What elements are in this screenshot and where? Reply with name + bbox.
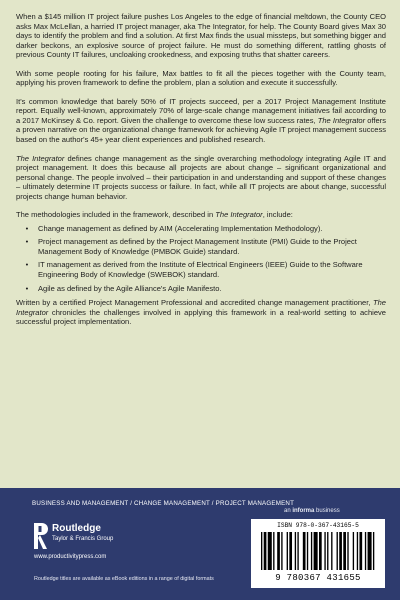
- barcode-bar: [368, 532, 372, 570]
- barcode-bar: [324, 532, 325, 570]
- methodology-list: [16, 224, 386, 293]
- list-item: [16, 224, 386, 234]
- informa-suffix: business: [314, 508, 340, 514]
- bullet-icon: •: [25, 223, 29, 233]
- bullet-icon: •: [25, 283, 29, 293]
- publisher-footer: [0, 488, 400, 600]
- isbn-barcode: [251, 519, 385, 588]
- barcode-bar: [273, 532, 274, 570]
- routledge-logo-icon: [34, 523, 48, 549]
- author-text-end: chronicles the challenges involved in applying this framework in a real-world setting to achieve successful project implementation.: [16, 307, 386, 327]
- barcode-bar: [297, 532, 298, 570]
- barcode-bar: [295, 532, 296, 570]
- barcode-bar: [327, 532, 328, 570]
- author-text: Written by a certified Project Management Professional and accredited change management practitioner,: [16, 298, 371, 308]
- barcode-bar: [303, 532, 306, 570]
- synopsis-paragraph-1: When a $145 million IT project failure pushes Los Angeles to the edge of financial meltdown, the County CEO asks Max McLellan, a harried IT project manager, aka The Integrator, for help. The County Board gives Max 30 days to identify the problem and find a solution. At first Max finds the usual missteps, but something bigger and darker beckons, an explosive source of project failure. He must do something different, rattling ghosts of previous County IT failures, uncloaking crookedness, and exposing truths that shatter careers.: [16, 12, 386, 60]
- context-paragraph: [16, 97, 386, 145]
- barcode-bar: [289, 532, 292, 570]
- informa-prefix: an: [284, 508, 293, 514]
- definition-paragraph: [16, 154, 386, 202]
- barcode-bar: [287, 532, 288, 570]
- barcode-bar: [347, 532, 348, 570]
- informa-business-tag: [284, 508, 340, 514]
- barcode-bar: [343, 532, 346, 570]
- barcode-bar: [339, 532, 342, 570]
- barcode-bar: [261, 532, 262, 570]
- subject-categories: BUSINESS AND MANAGEMENT / CHANGE MANAGEMENT / PROJECT MANAGEMENT: [32, 500, 295, 507]
- barcode-bar: [307, 532, 308, 570]
- barcode-bar: [337, 532, 338, 570]
- barcode-bar: [353, 532, 354, 570]
- bullet-icon: •: [25, 260, 29, 270]
- context-text: It's common knowledge that barely 50% of IT projects succeed, per a 2017 Project Management Institute report. Equally well-known, approximately 70% of large-scale change management initiatives fail according to a 2017 McKinsey & Co. report. Given the challenge to overcome these low success rates,: [16, 96, 386, 125]
- barcode-bar: [277, 532, 280, 570]
- publisher-name: Routledge: [52, 523, 101, 534]
- list-item-text: Agile as defined by the Agile Alliance's Agile Manifesto.: [38, 283, 222, 293]
- informa-brand: informa: [292, 508, 315, 514]
- book-title-italic: The Integrator: [16, 153, 65, 163]
- book-title-italic: The Integrator: [16, 298, 386, 317]
- publisher-imprint: Taylor & Francis Group: [52, 536, 114, 542]
- ebook-note: Routledge titles are available as eBook editions in a range of digital formats: [34, 576, 214, 582]
- barcode-bar: [268, 532, 272, 570]
- isbn-digits: 9 780367 431655: [275, 573, 361, 583]
- list-item: [16, 260, 386, 279]
- bullet-icon: •: [25, 237, 29, 247]
- barcode-bar: [331, 532, 332, 570]
- author-paragraph: [16, 298, 386, 327]
- methodologies-intro: [16, 210, 386, 220]
- list-item: [16, 284, 386, 294]
- barcode-bar: [373, 532, 374, 570]
- back-cover-text: [16, 12, 386, 336]
- methodologies-text: The methodologies included in the framework, described in: [16, 210, 214, 220]
- barcode-bar: [357, 532, 358, 570]
- book-title-italic: The Integrator: [317, 115, 366, 125]
- publisher-website: www.productivitypress.com: [34, 554, 107, 560]
- barcode-icon: [261, 532, 377, 570]
- definition-text: defines change management as the single overarching methodology integrating Agile IT and project management. It does this because all projects are about change – significant organizational and personal change. The people involved – their participation in and understanding and support of these changes – ultimately determine IT projects success or failure. In fact, while all IT projects are about change, successful projects change human behavior.: [16, 153, 387, 201]
- list-item-text: IT management as derived from the Institute of Electrical Engineers (IEEE) Guide to the Software Engineering Body of Knowledge (SWEBOK) standard.: [38, 260, 363, 280]
- barcode-bar: [311, 532, 312, 570]
- methodologies-text-end: , include:: [262, 210, 293, 220]
- book-title-italic: The Integrator: [215, 210, 263, 220]
- isbn-label: ISBN 978-0-367-43165-5: [277, 522, 359, 529]
- barcode-bar: [264, 532, 267, 570]
- barcode-bar: [359, 532, 362, 570]
- list-item: [16, 237, 386, 256]
- list-item-text: Project management as defined by the Project Management Institute (PMI) Guide to the Project Management Body of Knowledge (PMBOK Guide) standard.: [38, 237, 357, 256]
- list-item-text: Change management as defined by AIM (Accelerating Implementation Methodology).: [38, 223, 323, 233]
- barcode-bar: [365, 532, 366, 570]
- context-text-end: offers a proven narrative on the organizational change framework for achieving Agile IT project management success based on the author's 45+ year client experiences and published research.: [16, 115, 386, 145]
- synopsis-paragraph-2: With some people rooting for his failure, Max battles to fit all the pieces together with the County team, applying his proven framework to define the problem, plan a solution and execute it successfully.: [16, 68, 386, 88]
- barcode-bar: [281, 532, 282, 570]
- barcode-bar: [314, 532, 318, 570]
- barcode-bar: [319, 532, 322, 570]
